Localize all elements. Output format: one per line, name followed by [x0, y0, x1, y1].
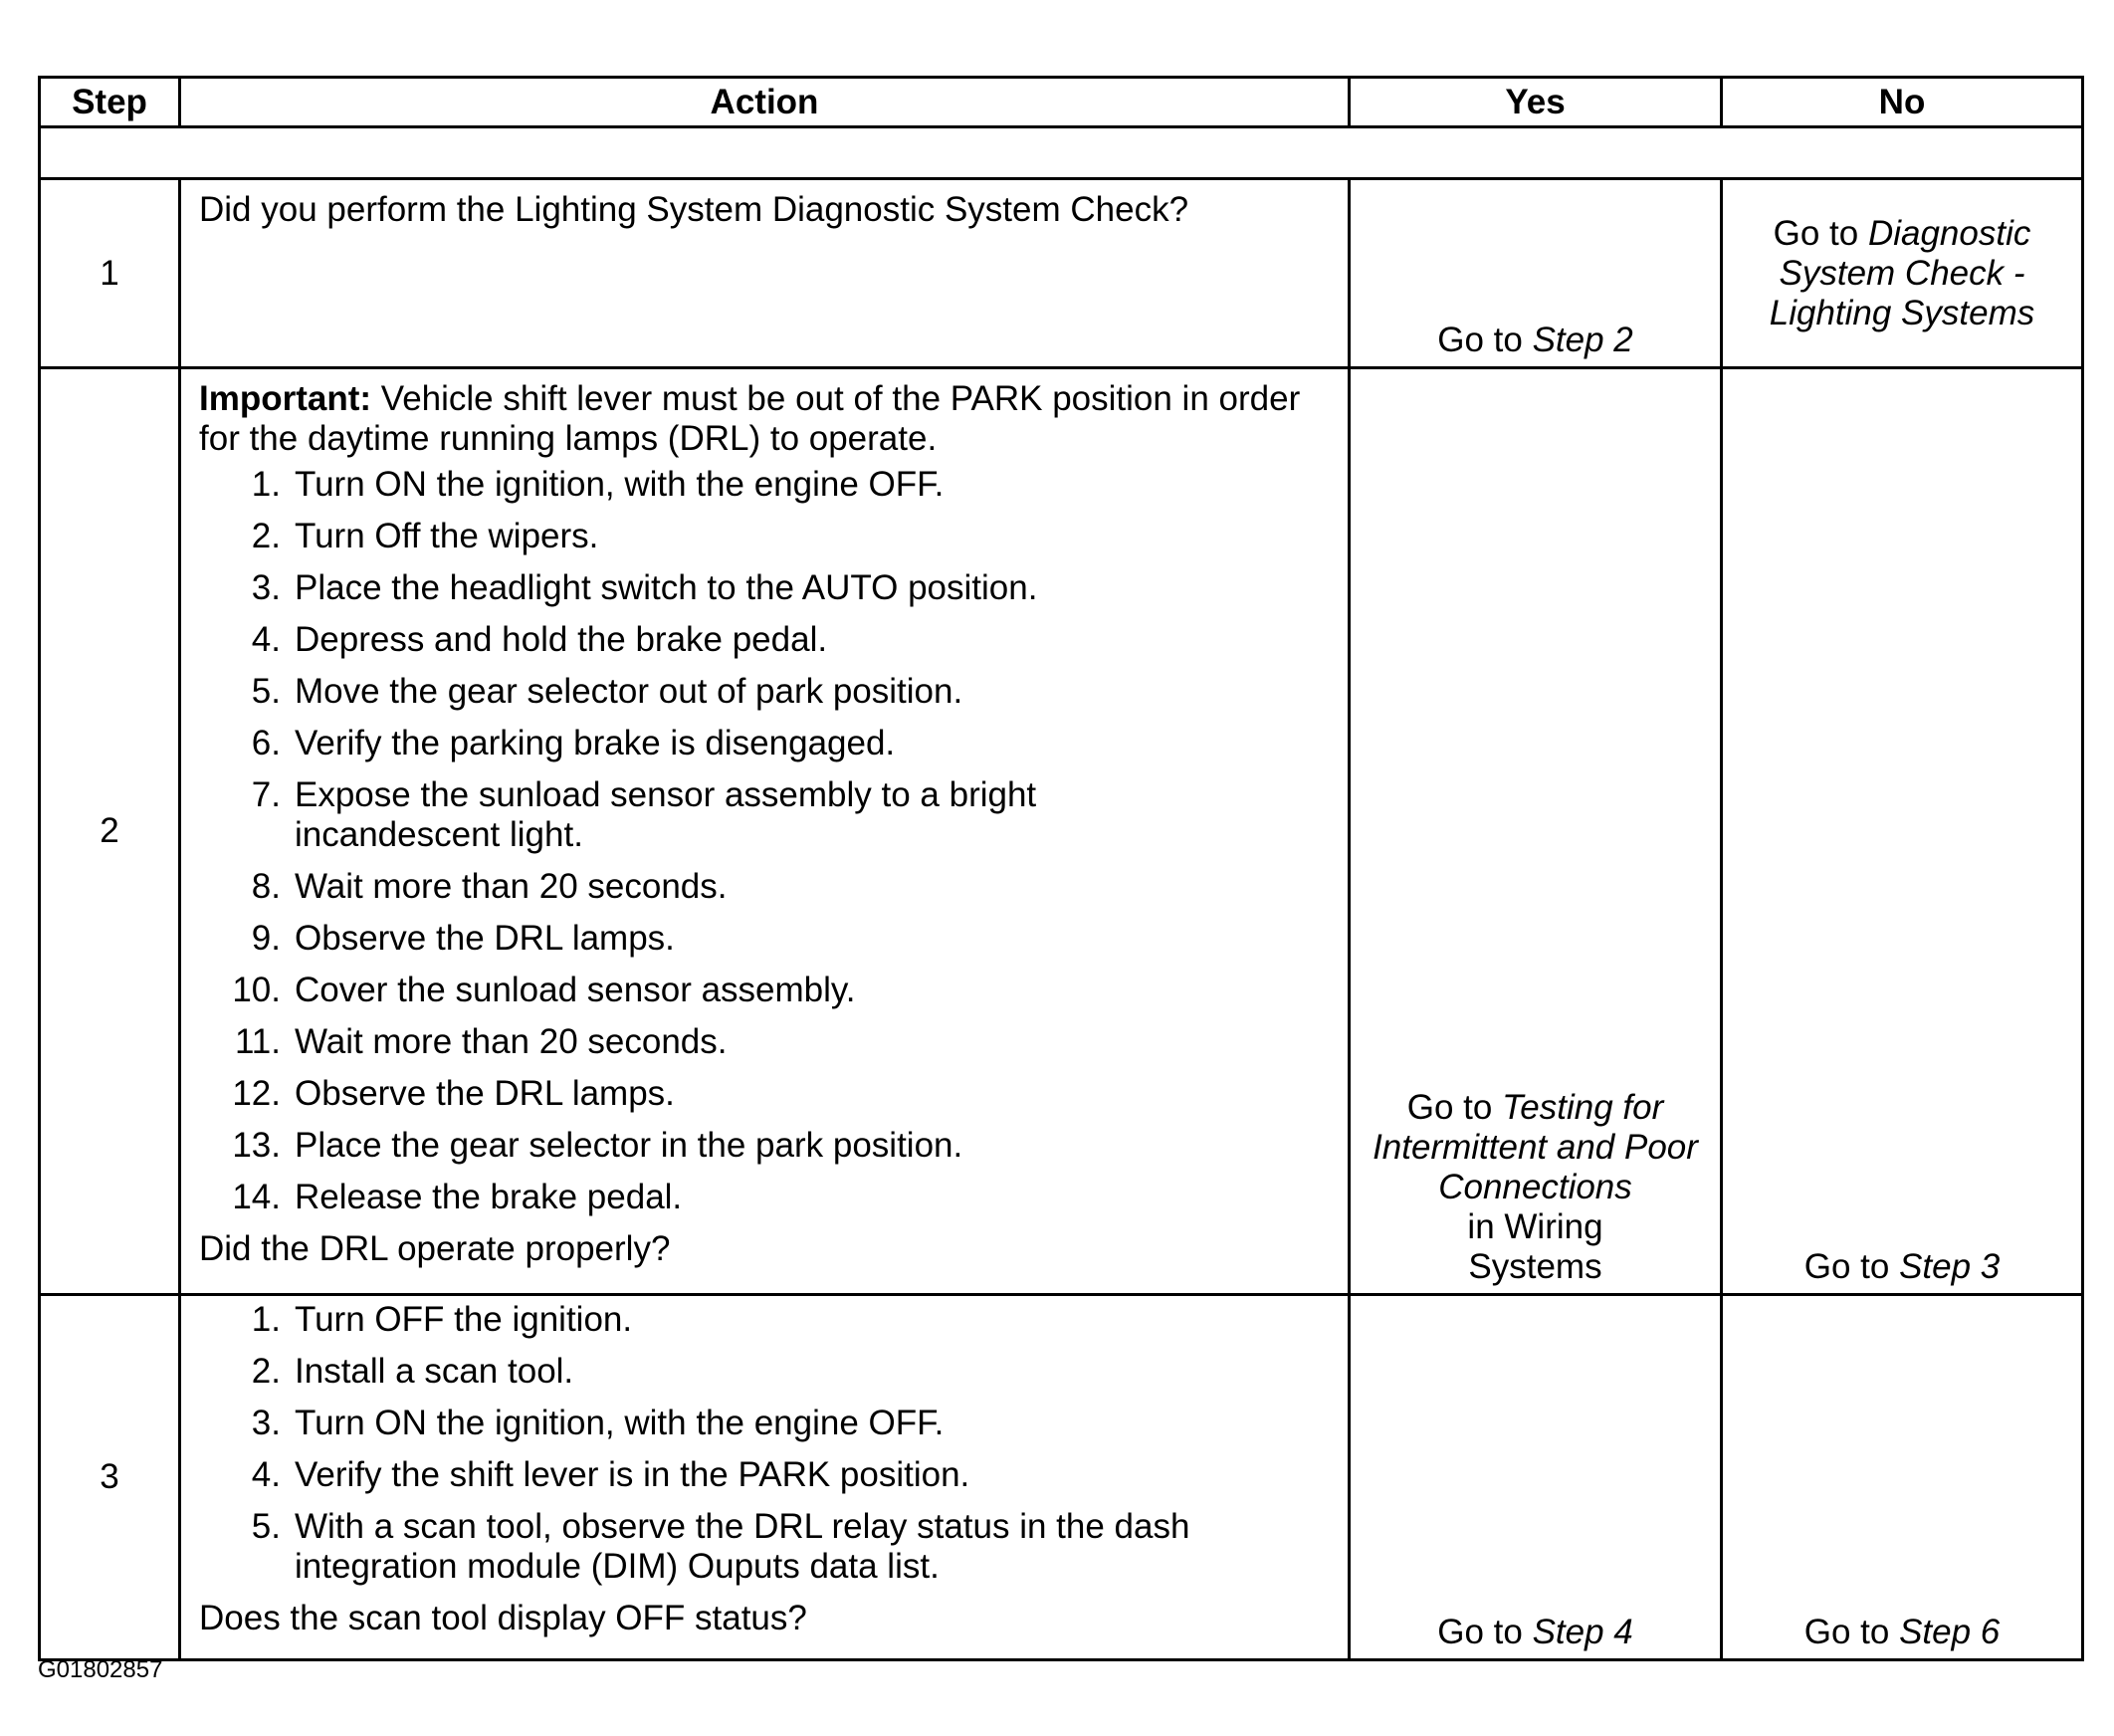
item-text: Observe the DRL lamps.	[295, 919, 675, 958]
goto-link[interactable]: Step 4	[1532, 1613, 1633, 1651]
header-row	[40, 78, 2083, 127]
no-cell	[1722, 368, 2083, 1295]
item-number: 1.	[251, 465, 281, 504]
item-text: Observe the DRL lamps.	[295, 1074, 675, 1113]
list-item	[199, 1178, 1330, 1217]
item-text: Turn OFF the ignition.	[295, 1300, 633, 1339]
item-text: Verify the parking brake is disengaged.	[295, 724, 896, 762]
item-number: 9.	[251, 919, 281, 958]
item-text: Wait more than 20 seconds.	[295, 867, 728, 906]
goto-prefix: Go to	[1437, 1613, 1523, 1651]
step-list	[199, 465, 1330, 1217]
step-list	[199, 1300, 1330, 1587]
item-number: 3.	[251, 1404, 281, 1442]
item-text: Place the headlight switch to the AUTO position.	[295, 568, 1038, 607]
list-item	[199, 971, 1330, 1010]
list-item	[199, 919, 1330, 959]
item-number: 4.	[251, 620, 281, 659]
list-item	[199, 1300, 1330, 1340]
item-text: Release the brake pedal.	[295, 1178, 683, 1216]
important-text: Vehicle shift lever must be out of the PARK position in order for the daytime running lamps (DRL) to operate.	[199, 379, 1301, 458]
yes-cell	[1350, 1295, 1722, 1660]
diagnostic-table	[38, 76, 2084, 1661]
item-text: Install a scan tool.	[295, 1352, 574, 1391]
item-number: 7.	[251, 775, 281, 814]
item-number: 1.	[251, 1300, 281, 1339]
list-item	[199, 465, 1330, 505]
goto-link[interactable]: Step 6	[1899, 1613, 2001, 1651]
item-text: Depress and hold the brake pedal.	[295, 620, 828, 659]
item-text: Move the gear selector out of park position.	[295, 672, 963, 711]
item-number: 12.	[232, 1074, 281, 1113]
item-number: 5.	[251, 672, 281, 711]
question-text: Did you perform the Lighting System Diagnostic System Check?	[199, 190, 1189, 229]
important-label: Important:	[199, 379, 372, 418]
action-cell	[180, 179, 1350, 368]
figure-id: G01802857	[38, 1656, 163, 1683]
item-number: 4.	[251, 1455, 281, 1494]
goto-link[interactable]: Step 3	[1899, 1247, 2001, 1286]
goto-prefix: Go to	[1803, 1247, 1890, 1286]
list-item	[199, 1352, 1330, 1392]
item-text: Turn Off the wipers.	[295, 517, 599, 555]
list-item	[199, 517, 1330, 556]
list-item	[199, 568, 1330, 608]
table-row	[40, 1295, 2083, 1660]
header-yes: Yes	[1350, 78, 1722, 127]
item-text: Turn ON the ignition, with the engine OFF.	[295, 465, 945, 504]
important-note	[199, 379, 1330, 459]
header-no: No	[1722, 78, 2083, 127]
goto-link[interactable]: Diagnostic System Check - Lighting Systems	[1769, 213, 2035, 332]
item-text: Expose the sunload sensor assembly to a bright incandescent light.	[295, 775, 1037, 854]
question-text: Does the scan tool display OFF status?	[199, 1599, 807, 1637]
list-item	[199, 1022, 1330, 1062]
goto-prefix: Go to	[1437, 321, 1523, 359]
action-cell	[180, 368, 1350, 1295]
item-number: 2.	[251, 517, 281, 555]
goto-link[interactable]: Testing for Intermittent and Poor Connections	[1373, 1088, 1698, 1206]
list-item	[199, 724, 1330, 763]
list-item	[199, 1455, 1330, 1495]
list-item	[199, 620, 1330, 660]
list-item	[199, 867, 1330, 907]
goto-prefix: Go to	[1406, 1088, 1493, 1127]
list-item	[199, 1507, 1330, 1587]
item-number: 2.	[251, 1352, 281, 1391]
item-text: Wait more than 20 seconds.	[295, 1022, 728, 1061]
item-number: 3.	[251, 568, 281, 607]
action-cell	[180, 1295, 1350, 1660]
item-text: Verify the shift lever is in the PARK position.	[295, 1455, 970, 1494]
item-text: Cover the sunload sensor assembly.	[295, 971, 856, 1009]
question-text: Did the DRL operate properly?	[199, 1229, 671, 1268]
header-step: Step	[40, 78, 180, 127]
item-number: 6.	[251, 724, 281, 762]
item-number: 5.	[251, 1507, 281, 1546]
list-item	[199, 1074, 1330, 1114]
list-item	[199, 1404, 1330, 1443]
item-number: 8.	[251, 867, 281, 906]
item-text: With a scan tool, observe the DRL relay status in the dash integration module (DIM) Ouputs data list.	[295, 1507, 1190, 1586]
goto-prefix: Go to	[1773, 213, 1859, 253]
step-number: 1	[40, 179, 180, 368]
item-number: 11.	[234, 1022, 281, 1061]
step-number: 3	[40, 1295, 180, 1660]
header-action: Action	[180, 78, 1350, 127]
list-item	[199, 672, 1330, 712]
goto-link[interactable]: Step 2	[1532, 321, 1633, 359]
item-text: Turn ON the ignition, with the engine OFF.	[295, 1404, 945, 1442]
goto-prefix: Go to	[1803, 1613, 1890, 1651]
table-row	[40, 368, 2083, 1295]
item-number: 13.	[232, 1126, 281, 1165]
yes-cell	[1350, 368, 1722, 1295]
yes-cell	[1350, 179, 1722, 368]
goto-suffix: in Wiring Systems	[1467, 1207, 1603, 1286]
spacer-row	[40, 127, 2083, 179]
step-number: 2	[40, 368, 180, 1295]
no-cell	[1722, 1295, 2083, 1660]
item-number: 14.	[232, 1178, 281, 1216]
table-row	[40, 179, 2083, 368]
item-number: 10.	[232, 971, 281, 1009]
item-text: Place the gear selector in the park position.	[295, 1126, 963, 1165]
list-item	[199, 1126, 1330, 1166]
no-cell	[1722, 179, 2083, 368]
list-item	[199, 775, 1330, 855]
